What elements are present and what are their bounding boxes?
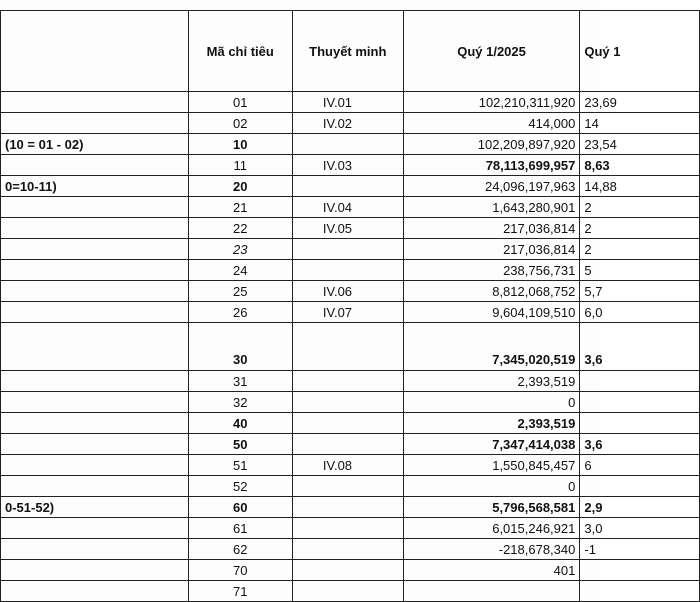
row-q1-value: 1,643,280,901 (403, 197, 580, 218)
row-q2-value (580, 581, 700, 602)
row-q1-value (403, 581, 580, 602)
row-label (1, 197, 189, 218)
row-note: IV.07 (292, 302, 403, 323)
row-q2-value: 14,88 (580, 176, 700, 197)
row-q2-value (580, 476, 700, 497)
row-q1-value: 2,393,519 (403, 413, 580, 434)
row-q1-value: 2,393,519 (403, 371, 580, 392)
row-q1-value: 9,604,109,510 (403, 302, 580, 323)
row-note: IV.03 (292, 155, 403, 176)
row-code: 02 (188, 113, 292, 134)
header-note: Thuyết minh (292, 11, 403, 92)
row-label (1, 518, 189, 539)
row-q1-value: -218,678,340 (403, 539, 580, 560)
row-note: IV.08 (292, 455, 403, 476)
row-q2-value (580, 392, 700, 413)
row-code: 25 (188, 281, 292, 302)
row-note: IV.05 (292, 218, 403, 239)
table-row (1, 539, 700, 560)
table-row (1, 392, 700, 413)
row-note (292, 413, 403, 434)
row-code: 20 (188, 176, 292, 197)
row-code: 21 (188, 197, 292, 218)
row-label (1, 92, 189, 113)
row-code: 22 (188, 218, 292, 239)
row-q2-value: 2,9 (580, 497, 700, 518)
row-label (1, 281, 189, 302)
row-q2-value: 3,6 (580, 323, 700, 371)
row-label (1, 581, 189, 602)
row-note: IV.04 (292, 197, 403, 218)
table-row (1, 371, 700, 392)
row-code: 61 (188, 518, 292, 539)
row-code: 71 (188, 581, 292, 602)
row-code: 30 (188, 323, 292, 371)
row-q2-value: 2 (580, 218, 700, 239)
row-code: 10 (188, 134, 292, 155)
row-label: (10 = 01 - 02) (1, 134, 189, 155)
row-label (1, 392, 189, 413)
row-q1-value: 7,347,414,038 (403, 434, 580, 455)
row-q2-value: 2 (580, 239, 700, 260)
row-label (1, 113, 189, 134)
table-row (1, 518, 700, 539)
row-q1-value: 8,812,068,752 (403, 281, 580, 302)
row-q2-value: 6,0 (580, 302, 700, 323)
row-note (292, 539, 403, 560)
table-row (1, 560, 700, 581)
row-q1-value: 217,036,814 (403, 218, 580, 239)
row-q2-value: 3,6 (580, 434, 700, 455)
row-q1-value: 0 (403, 392, 580, 413)
row-label (1, 302, 189, 323)
row-q1-value: 6,015,246,921 (403, 518, 580, 539)
row-label (1, 239, 189, 260)
table-row (1, 113, 700, 134)
row-q1-value: 78,113,699,957 (403, 155, 580, 176)
row-note (292, 497, 403, 518)
row-q2-value: 23,69 (580, 92, 700, 113)
row-q2-value: 2 (580, 197, 700, 218)
row-code: 11 (188, 155, 292, 176)
row-note (292, 260, 403, 281)
header-code: Mã chỉ tiêu (188, 11, 292, 92)
row-note: IV.01 (292, 92, 403, 113)
row-q1-value: 0 (403, 476, 580, 497)
row-code: 26 (188, 302, 292, 323)
table-row (1, 497, 700, 518)
table-row (1, 218, 700, 239)
row-code: 31 (188, 371, 292, 392)
row-q1-value: 414,000 (403, 113, 580, 134)
row-note: IV.02 (292, 113, 403, 134)
row-code: 23 (188, 239, 292, 260)
income-statement-table (0, 10, 700, 602)
row-note (292, 239, 403, 260)
row-label (1, 560, 189, 581)
table-row (1, 134, 700, 155)
row-note (292, 434, 403, 455)
row-label: 0=10-11) (1, 176, 189, 197)
row-q1-value: 401 (403, 560, 580, 581)
row-note (292, 134, 403, 155)
row-q2-value: 3,0 (580, 518, 700, 539)
row-note (292, 371, 403, 392)
row-label (1, 476, 189, 497)
row-q2-value: 5 (580, 260, 700, 281)
row-note (292, 323, 403, 371)
row-label (1, 260, 189, 281)
row-q2-value: 23,54 (580, 134, 700, 155)
header-q1-2025: Quý 1/2025 (403, 11, 580, 92)
table-row (1, 176, 700, 197)
table-row (1, 302, 700, 323)
row-q2-value: 14 (580, 113, 700, 134)
row-code: 40 (188, 413, 292, 434)
table-row (1, 197, 700, 218)
row-q2-value (580, 371, 700, 392)
row-label (1, 218, 189, 239)
row-label (1, 413, 189, 434)
row-q2-value: -1 (580, 539, 700, 560)
table-row (1, 476, 700, 497)
row-label: 0-51-52) (1, 497, 189, 518)
row-code: 52 (188, 476, 292, 497)
row-q2-value: 5,7 (580, 281, 700, 302)
row-q1-value: 5,796,568,581 (403, 497, 580, 518)
table-row (1, 92, 700, 113)
row-q1-value: 238,756,731 (403, 260, 580, 281)
header-row (1, 11, 700, 92)
table-row (1, 260, 700, 281)
row-code: 01 (188, 92, 292, 113)
row-code: 70 (188, 560, 292, 581)
row-code: 50 (188, 434, 292, 455)
table-row (1, 281, 700, 302)
row-q1-value: 102,209,897,920 (403, 134, 580, 155)
row-q1-value: 102,210,311,920 (403, 92, 580, 113)
table-row (1, 155, 700, 176)
table-row (1, 413, 700, 434)
row-code: 32 (188, 392, 292, 413)
row-note (292, 518, 403, 539)
row-q1-value: 24,096,197,963 (403, 176, 580, 197)
row-q1-value: 1,550,845,457 (403, 455, 580, 476)
row-label (1, 455, 189, 476)
row-label (1, 371, 189, 392)
header-q1-prior: Quý 1 (580, 11, 700, 92)
table-row (1, 323, 700, 371)
row-code: 24 (188, 260, 292, 281)
row-q2-value: 8,63 (580, 155, 700, 176)
row-q1-value: 7,345,020,519 (403, 323, 580, 371)
table-row (1, 239, 700, 260)
table-row (1, 581, 700, 602)
row-note (292, 560, 403, 581)
row-note (292, 476, 403, 497)
row-code: 51 (188, 455, 292, 476)
row-q2-value: 6 (580, 455, 700, 476)
row-q2-value (580, 413, 700, 434)
row-code: 62 (188, 539, 292, 560)
row-code: 60 (188, 497, 292, 518)
row-note: IV.06 (292, 281, 403, 302)
row-q1-value: 217,036,814 (403, 239, 580, 260)
row-label (1, 434, 189, 455)
row-note (292, 581, 403, 602)
row-q2-value (580, 560, 700, 581)
row-label (1, 155, 189, 176)
row-note (292, 392, 403, 413)
row-label (1, 539, 189, 560)
row-note (292, 176, 403, 197)
row-label (1, 323, 189, 371)
table-row (1, 434, 700, 455)
table-row (1, 455, 700, 476)
header-label (1, 11, 189, 92)
